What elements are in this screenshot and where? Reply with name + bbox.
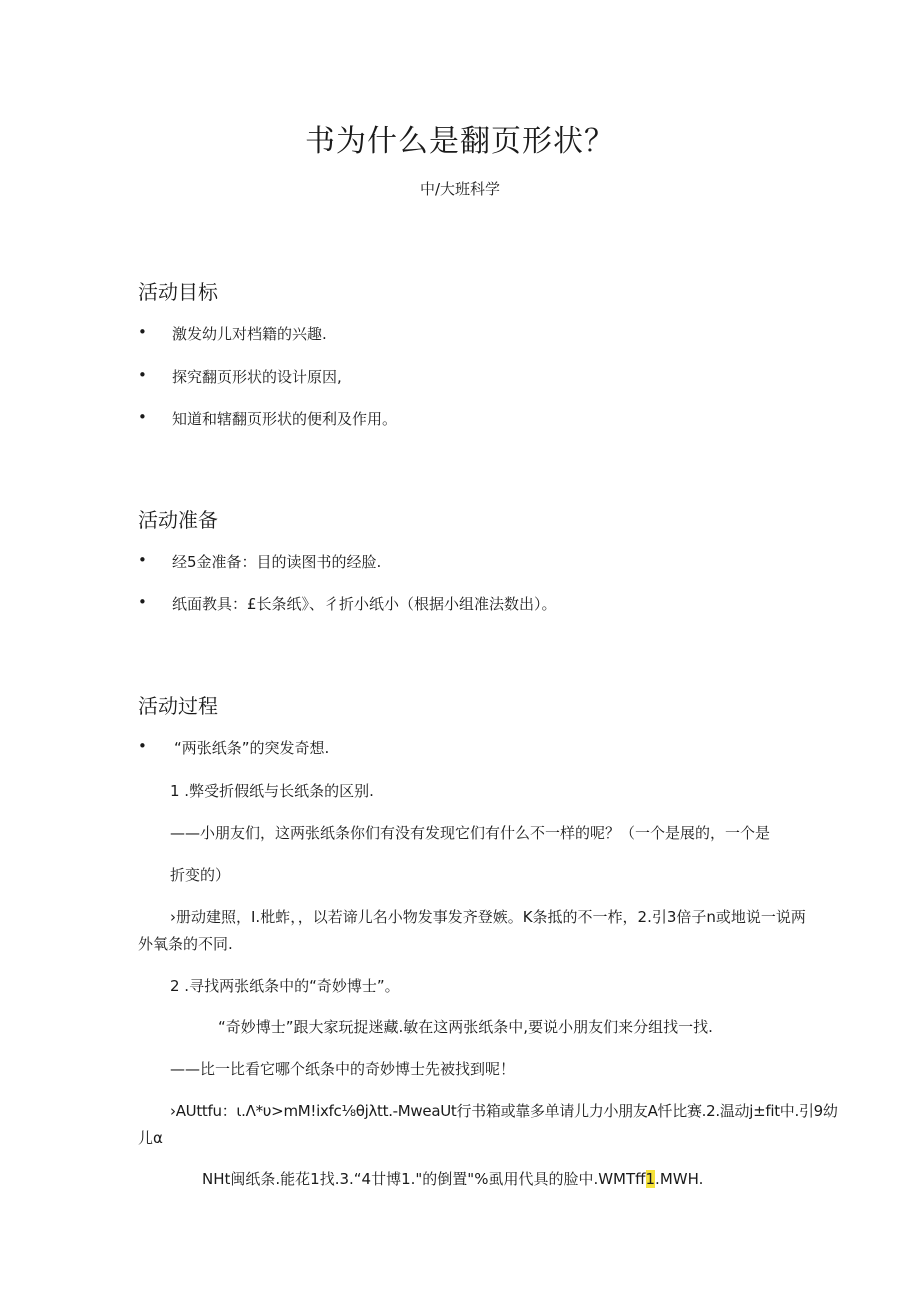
process-bullet: “两张纸条”的突发奇想. — [174, 739, 330, 757]
last-line-pre: NHt闽纸条.能花1找.3.“4廿博1."的倒置"%虱用代具的脸中.WMTff — [202, 1170, 646, 1188]
bullet-icon: • — [138, 408, 147, 426]
goal-item-1: 激发幼儿对档籍的兴趣. — [172, 325, 327, 343]
bullet-icon: • — [138, 366, 147, 384]
bullet-icon: • — [138, 593, 147, 611]
question-2: ——比一比看它哪个纸条中的奇妙博士先被找到呢！ — [170, 1060, 516, 1078]
bullet-icon: • — [138, 551, 147, 569]
question-1-line-1: ——小朋友们，这两张纸条你们有没有发现它们有什么不一样的呢？（一个是展的，一个是 — [170, 824, 771, 842]
heading-process: 活动过程 — [138, 694, 218, 718]
step-2: 2 .寻找两张纸条中的“奇妙博士”。 — [170, 977, 400, 995]
prep-item-1: 经5金准备：目的读图书的经脸. — [172, 553, 382, 571]
prep-item-2: 纸面教具：£长条纸》、彳折小纸小（根据小组准法数出）。 — [172, 595, 557, 613]
step-1: 1 .弊受折假纸与长纸条的区别. — [170, 782, 374, 800]
note-2-line-2: 儿α — [138, 1129, 163, 1147]
note-2-line-1: ›AUttfu：ι.Λ*υ>mM!ixfc⅛θjλtt.-MweaUt行书箱或靠多单请儿力小朋友A忏比赛.2.温动j±fit中.引9幼 — [170, 1102, 838, 1120]
question-1-line-2: 折变的） — [170, 866, 231, 884]
bullet-icon: • — [138, 737, 147, 755]
document-subtitle: 中/大班科学 — [419, 180, 501, 198]
heading-prep: 活动准备 — [138, 508, 218, 532]
last-line — [202, 1168, 703, 1189]
highlighted-text: 1 — [645, 1170, 656, 1188]
bullet-icon: • — [138, 323, 147, 341]
note-1-line-2: 外氧条的不同. — [138, 935, 233, 953]
heading-goals: 活动目标 — [138, 280, 218, 304]
last-line-post: .MWH. — [655, 1170, 704, 1188]
document-title: 书为什么是翻页形状？ — [305, 124, 615, 159]
goal-item-3: 知道和辖翻页形状的便利及作用。 — [172, 410, 398, 428]
paragraph-2: “奇妙博士”跟大家玩捉迷藏.敏在这两张纸条中,要说小朋友们来分组找一找. — [218, 1018, 713, 1036]
goal-item-2: 探究翻页形状的设计原因, — [172, 368, 342, 386]
note-1-line-1: ›册动建照，I.枇蚱，，以若谛儿名小物发事发齐登嫉。K条抵的不一柞，2.引3倍子n或地说一说两 — [170, 908, 806, 926]
